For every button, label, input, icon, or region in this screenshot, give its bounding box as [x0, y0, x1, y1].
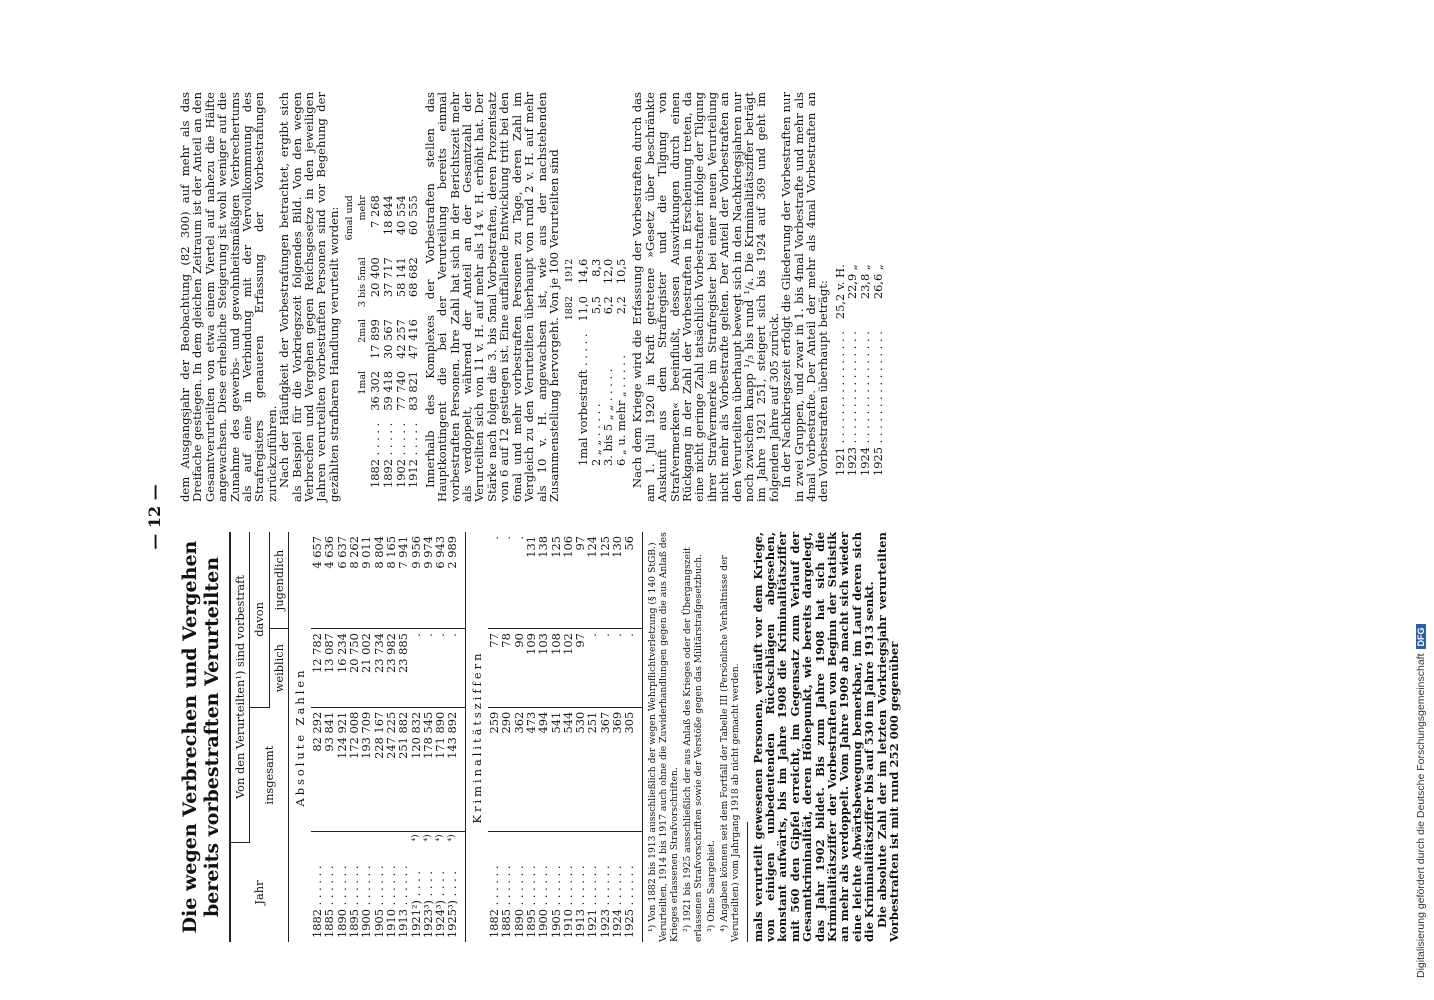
- female-cell: 16 234: [336, 629, 348, 708]
- female-cell: .: [422, 629, 434, 708]
- table-row: [577, 253, 590, 472]
- footnote-marker: ⁴): [410, 834, 421, 842]
- juvenile-cell: 6 943: [434, 532, 446, 629]
- label-cell: 6 „ u. mehr „ . . . . .: [613, 354, 628, 466]
- juvenile-cell: 9 956: [410, 532, 422, 629]
- value-cell: 11,0: [575, 296, 590, 322]
- value-cell: 37 717: [381, 257, 396, 298]
- year-cell: 1923 . . . . . .: [597, 865, 612, 938]
- total-cell: 124 921: [336, 707, 348, 832]
- female-cell: 108: [550, 629, 562, 708]
- year-cell: 1882 . . . . . .: [487, 865, 502, 938]
- left-body-text: [752, 532, 901, 942]
- value-cell: 77 740: [393, 370, 408, 411]
- col-header-female: weiblich: [269, 629, 288, 708]
- footnote-1: ¹) Von 1882 bis 1913 ausschließlich der wegen Wehrpflichtverletzung (§ 140 StGB.) Verurteilten, 1914 bis 1917 auch ohne die Zuwiderhandlungen gegen die aus Anlaß des Krieges erlassenen Strafvorschriften.: [646, 532, 680, 942]
- juvenile-cell: 106: [562, 532, 574, 629]
- page-title: Die wegen Verbrechen und Vergehen bereits vorbestraften Verurteilten: [179, 540, 223, 934]
- footnote-marker: [500, 832, 512, 843]
- female-cell: 13 087: [323, 629, 335, 708]
- year-cell: 1923 . . . . . . . . . . . . . . . .: [845, 331, 860, 476]
- col-header-year: Jahr: [230, 843, 288, 943]
- year-cell: 1895 . . . . . .: [347, 865, 362, 938]
- share-header: 1882: [564, 296, 576, 321]
- juvenile-cell: 9 011: [360, 532, 372, 629]
- footnote-marker: [574, 832, 586, 843]
- footnote-marker: [550, 832, 562, 843]
- total-cell: 228 167: [373, 707, 385, 832]
- female-cell: .: [611, 629, 623, 708]
- footnote-marker: [397, 832, 409, 843]
- footnote-marker: ⁴): [422, 834, 433, 842]
- footnote-3: ³) Ohne Saargebiet.: [705, 840, 717, 932]
- postwar-rows: [834, 258, 884, 482]
- footnote-marker: ⁴): [435, 834, 446, 842]
- juvenile-cell: 97: [574, 532, 586, 629]
- year-cell: 1905 . . . . . .: [548, 865, 563, 938]
- year-cell: 1900 . . . . . .: [359, 865, 374, 938]
- value-cell: 58 141: [393, 257, 408, 298]
- value-cell: 2,2: [613, 296, 628, 315]
- value-cell: 60 555: [406, 195, 421, 236]
- female-cell: .: [410, 629, 422, 708]
- frequency-table: [344, 189, 420, 494]
- table-row: [397, 532, 409, 942]
- footnote-marker: [348, 832, 360, 843]
- footnote-2: ²) 1921 bis 1925 ausschließlich der aus Anlaß des Krieges oder der Übergangszeit erlassenen Strafvorschriften sowie der Verstöße gegen das Militärstrafgesetzbuch.: [681, 547, 704, 942]
- value-cell: 22,9 „: [845, 264, 860, 300]
- juvenile-cell: 7 941: [397, 532, 409, 629]
- total-cell: 143 892: [446, 707, 465, 832]
- year-cell: 1924 . . . . . . . . . . . . . . . .: [857, 331, 872, 476]
- female-cell: .: [586, 629, 598, 708]
- value-cell: 14,6: [575, 258, 590, 285]
- value-cell: 59 418: [381, 370, 396, 411]
- total-cell: 251: [586, 707, 598, 832]
- footnote-marker: [562, 832, 574, 843]
- freq-header: 1mal: [356, 370, 368, 395]
- paragraph: Nach dem Kriege wird die Erfassung der Vorbestraften durch das am 1. Juli 1920 in Kraft getretene »Gesetz über beschränkte Auskunft aus dem Strafregister und die Tilgung von Strafvermerken« beeinflußt, dessen Auswirkungen durch einen Rückgang in der Zahl der Vorbestraften in Erscheinung treten, da eine nicht geringe Zahl tatsächlich Vorbestrafter infolge der Tilgung ihrer Strafvermerke im Strafregister bei einer neuen Verurteilung nicht mehr als Vorbestrafte gelten. Der Anteil der Vorbestraften an den Verurteilten überhaupt bewegt sich in den Nachkriegsjahren nur noch zwischen knapp ¹/₃ bis rund ¹/₄. Die Kriminalitätsziffer beträgt im Jahre 1921 251, steigert sich bis 1924 auf 369 und geht im folgenden Jahre auf 305 zurück.: [630, 92, 781, 502]
- total-cell: 172 008: [348, 707, 360, 832]
- total-cell: 290: [500, 707, 512, 832]
- footnote-marker: [525, 832, 537, 843]
- juvenile-cell: .: [513, 532, 525, 629]
- table-row: [360, 532, 372, 942]
- value-cell: 8,3: [588, 258, 603, 277]
- total-cell: 362: [513, 707, 525, 832]
- year-cell: 1890 . . . . . .: [511, 865, 526, 938]
- table-row: [602, 253, 615, 472]
- year-cell: 1910 . . . . . .: [383, 865, 398, 938]
- juvenile-cell: 2 989: [446, 532, 465, 629]
- year-cell: 1923³) . . . .: [420, 871, 435, 938]
- footnote-marker: [336, 832, 348, 843]
- value-cell: 25,2 v. H.: [832, 264, 847, 320]
- dfg-logo: DFG: [1416, 624, 1426, 649]
- table-body-absolute: [288, 532, 465, 942]
- total-cell: 259: [488, 707, 500, 832]
- footnote-marker: ⁴): [446, 832, 465, 843]
- year-cell: 1925 . . . . . .: [623, 843, 642, 943]
- juvenile-cell: 9 974: [422, 532, 434, 629]
- female-cell: 77: [488, 629, 500, 708]
- juvenile-cell: 8 804: [373, 532, 385, 629]
- freq-header: 3 bis 5mal: [356, 257, 368, 308]
- juvenile-cell: 8 165: [385, 532, 397, 629]
- value-cell: 36 302: [368, 370, 383, 411]
- female-cell: 78: [500, 629, 512, 708]
- female-cell: 23 885: [397, 629, 409, 708]
- value-cell: 40 554: [393, 195, 408, 236]
- paragraph: Die absolute Zahl der im letzten Vorkriegsjahr verurteilten Vorbestraften ist mit rund 252 000 gegenüber: [874, 532, 902, 942]
- female-cell: 20 750: [348, 629, 360, 708]
- juvenile-cell: 124: [586, 532, 598, 629]
- year-cell: 1905 . . . . . .: [371, 865, 386, 938]
- year-cell: 1895 . . . . . .: [523, 865, 538, 938]
- value-cell: 20 400: [368, 257, 383, 298]
- value-cell: 26,6 „: [870, 264, 885, 300]
- female-cell: 12 782: [311, 629, 323, 708]
- value-cell: 42 257: [393, 319, 408, 359]
- juvenile-cell: 125: [599, 532, 611, 629]
- total-cell: 120 832: [410, 707, 422, 832]
- paragraph: Nach der Häufigkeit der Vorbestrafungen betrachtet, ergibt sich als Beispiel für die Vorkriegszeit folgendes Bild. Von den wegen Verbrechen und Vergehen gegen Reichsgesetze in den jeweiligen Jahren verurteilten vorbestraften Personen sind vor Begehung der gezählten strafbaren Handlung verurteilt worden:: [277, 92, 341, 502]
- juvenile-cell: .: [500, 532, 512, 629]
- col-header-group: Von den Verurteilten¹) sind vorbestraft: [230, 532, 250, 843]
- table-row: [615, 253, 628, 472]
- year-cell: 1900 . . . . . .: [536, 865, 551, 938]
- value-cell: 10,5: [613, 258, 628, 285]
- juvenile-cell: 8 262: [348, 532, 360, 629]
- year-cell: 1890 . . . . . .: [334, 865, 349, 938]
- footnote-marker: [311, 832, 323, 843]
- label-cell: 2 „ „ . . . . .: [588, 403, 603, 466]
- footnote-marker: [513, 832, 525, 843]
- female-cell: .: [434, 629, 446, 708]
- total-cell: 82 292: [311, 707, 323, 832]
- table-row: [586, 532, 598, 942]
- table-row: [323, 532, 335, 942]
- table-body-crime-rates: [465, 532, 642, 942]
- table-row: [407, 189, 420, 494]
- paragraph: dem Ausgangsjahr der Beobachtung (82 300) auf mehr als das Dreifache gestiegen. In dem gleichen Zeitraum ist der Anteil an den Gesamtverurteilten von etwa einem Viertel auf nahezu die Hälfte angewachsen. Diese erhebliche Steigerung ist wohl weniger auf die Zunahme des gewerbs- und gewohnheitsmäßigen Verbrechertums als auf eine in Verbindung mit der Vervollkommnung des Strafregisters genaueren Erfassung der Vorbestrafungen zurückzuführen.: [178, 92, 279, 502]
- year-cell: 1885 . . . . . .: [499, 865, 514, 938]
- freq-header: [344, 417, 369, 494]
- table-row: [537, 532, 549, 942]
- left-column: [179, 532, 900, 942]
- col-header-total: insgesamt: [250, 707, 289, 842]
- table-row: [382, 189, 395, 494]
- sidebar-text: Digitalisierung gefördert durch die Deutsche Forschungsgemeinschaft: [1415, 653, 1427, 978]
- page-number: — 12 —: [145, 484, 164, 550]
- year-cell: 1921²) . . . .: [408, 871, 423, 938]
- rotated-document-page: [145, 92, 1280, 942]
- female-cell: 21 002: [360, 629, 372, 708]
- share-table: [564, 253, 627, 472]
- value-cell: 5,5: [588, 296, 603, 315]
- col-header-davon: davon: [250, 532, 269, 707]
- total-cell: 541: [550, 707, 562, 832]
- total-cell: 93 841: [323, 707, 335, 832]
- total-cell: 494: [537, 707, 549, 832]
- footnote-marker: [537, 832, 549, 843]
- share-header: 1912: [564, 258, 576, 283]
- footnote-marker: [611, 832, 623, 843]
- year-cell: 1882 . . . . .: [368, 422, 383, 488]
- footnote-marker: [385, 832, 397, 843]
- total-cell: 367: [599, 707, 611, 832]
- digitization-sidebar: [1415, 10, 1434, 1000]
- year-cell: 1892 . . . . .: [381, 422, 396, 488]
- footnote-marker: [373, 832, 385, 843]
- table-row: [446, 532, 465, 942]
- juvenile-cell: 125: [550, 532, 562, 629]
- year-cell: 1885 . . . . . .: [322, 865, 337, 938]
- year-cell: 1912 . . . . .: [406, 422, 421, 488]
- paragraph: mals verurteilt gewesenen Personen, verläuft vor dem Kriege, von einigen unbedeutenden Rückschlägen abgesehen, konstant aufwärts, bis im Jahre 1908 die Kriminalitätsziffer mit 560 den Gipfel erreicht, im Gegensatz zum Verlauf der Gesamtkriminalität, deren Höhepunkt, wie bereits dargelegt, das Jahr 1902 bildet. Bis zum Jahre 1908 hat sich die Kriminalitätsziffer der Vorbestraften von Beginn der Statistik an mehr als verdoppelt. Vom Jahre 1909 ab macht sich wieder eine leichte Abwärtsbewegung bemerkbar, im Lauf deren sich die Kriminalitätsziffer bis auf 530 im Jahre 1913 senkt.: [750, 532, 877, 942]
- total-cell: 171 890: [434, 707, 446, 832]
- year-cell: 1910 . . . . . .: [560, 865, 575, 938]
- total-cell: 544: [562, 707, 574, 832]
- juvenile-cell: 56: [623, 532, 642, 629]
- female-cell: 109: [525, 629, 537, 708]
- footnote-marker: [586, 832, 598, 843]
- juvenile-cell: 138: [537, 532, 549, 629]
- value-cell: 17 899: [368, 319, 383, 359]
- year-cell: 1921 . . . . . . . . . . . . . . . .: [832, 331, 847, 476]
- footnote-marker: [599, 832, 611, 843]
- female-cell: 23 734: [373, 629, 385, 708]
- value-cell: 30 567: [381, 319, 396, 359]
- year-cell: 1902 . . . . .: [393, 422, 408, 488]
- value-cell: 68 682: [406, 257, 421, 298]
- table-row: [500, 532, 512, 942]
- total-cell: 247 225: [385, 707, 397, 832]
- value-cell: 6,2: [601, 296, 616, 315]
- juvenile-cell: .: [488, 532, 500, 629]
- year-cell: 1921 . . . . . .: [585, 865, 600, 938]
- value-cell: 23,8 „: [857, 264, 872, 300]
- label-cell: 3. bis 5 „ „ . . . . .: [601, 368, 616, 466]
- total-cell: 178 545: [422, 707, 434, 832]
- value-cell: 7 268: [368, 195, 383, 228]
- frequency-rows: [369, 189, 419, 494]
- female-cell: 97: [574, 629, 586, 708]
- female-cell: 103: [537, 629, 549, 708]
- juvenile-cell: 130: [611, 532, 623, 629]
- freq-header: 6mal und mehr: [344, 195, 368, 241]
- footnote-marker: [360, 832, 372, 843]
- female-cell: .: [599, 629, 611, 708]
- total-cell: 530: [574, 707, 586, 832]
- table-row: [410, 532, 422, 942]
- right-column: [179, 92, 888, 502]
- paragraph: In der Nachkriegszeit erfolgt die Gliederung der Vorbestraften nur in zwei Gruppen, und zwar in 1. bis 4mal Vorbestrafte und mehr als 4mal Vorbestrafte. Der Anteil der mehr als 4mal Vorbestraften an den Vorbestraften überhaupt beträgt:: [779, 92, 831, 502]
- footnote-divider: [747, 822, 748, 942]
- juvenile-cell: 4 636: [323, 532, 335, 629]
- value-cell: 47 416: [406, 319, 421, 359]
- female-cell: 90: [513, 629, 525, 708]
- table-row: [550, 532, 562, 942]
- total-cell: 251 882: [397, 707, 409, 832]
- table-row: [623, 532, 642, 942]
- year-cell: 1924³) . . . .: [433, 871, 448, 938]
- year-cell: 1924 . . . . . .: [610, 865, 625, 938]
- statistics-table: [229, 532, 643, 942]
- freq-header: 2mal: [356, 319, 368, 343]
- total-cell: 369: [611, 707, 623, 832]
- share-rows: [577, 253, 627, 472]
- value-cell: 83 821: [406, 370, 421, 411]
- year-cell: 1925³) . . . .: [446, 843, 465, 943]
- juvenile-cell: 6 637: [336, 532, 348, 629]
- female-cell: 23 982: [385, 629, 397, 708]
- year-cell: 1913 . . . . . .: [396, 865, 411, 938]
- table-row: [859, 258, 872, 482]
- paragraph: Innerhalb des Komplexes der Vorbestraften stellen das Hauptkontingent die bei der Verurteilung bereits einmal vorbestraften Personen. Ihre Zahl hat sich in der Berichtszeit mehr als verdoppelt, während der Anteil an der Gesamtzahl der Verurteilten sich von 11 v. H. auf mehr als 14 v. H. erhöht hat. Der Stärke nach folgen die 3. bis 5mal Vorbestraften, deren Prozentsatz von 6 auf 12 gestiegen ist. Eine auffallende Entwicklung tritt bei den 6mal und mehr vorbestraften Personen zu Tage, deren Zahl im Vergleich zu den Verurteilten überhaupt von rund 2 v. H. auf mehr als 10 v. H. angewachsen ist, wie aus der nachstehenden Zusammenstellung hervorgeht. Von je 100 Verurteilten sind: [422, 92, 561, 502]
- value-cell: 12,0: [601, 258, 616, 285]
- table-row: [872, 258, 885, 482]
- footnote-4: ⁴) Angaben können seit dem Fortfall der Tabelle III (Persönliche Verhältnisse der Verurteilten) vom Jahrgang 1918 ab nicht gemacht werden.: [718, 555, 741, 942]
- col-header-juvenile: jugendlich: [269, 532, 288, 629]
- section-label-absolute: Absolute Zahlen: [292, 667, 307, 807]
- section-label-crime-rates: Kriminalitätsziffern: [469, 650, 484, 824]
- sidebar-credit: [1415, 624, 1427, 978]
- footnotes: [647, 532, 741, 942]
- juvenile-cell: 131: [525, 532, 537, 629]
- postwar-table: [834, 258, 884, 482]
- footnote-marker: [623, 832, 642, 843]
- year-cell: 1925 . . . . . . . . . . . . . . . .: [870, 331, 885, 476]
- female-cell: 102: [562, 629, 574, 708]
- total-cell: 473: [525, 707, 537, 832]
- female-cell: .: [623, 629, 642, 708]
- total-cell: 305: [623, 707, 642, 832]
- label-cell: 1mal vorbestraft . . . . .: [575, 333, 590, 466]
- year-cell: 1882 . . . . . .: [310, 865, 325, 938]
- total-cell: 193 709: [360, 707, 372, 832]
- footnote-marker: [488, 832, 500, 843]
- footnote-marker: [323, 832, 335, 843]
- value-cell: 18 844: [381, 195, 396, 236]
- year-cell: 1913 . . . . . .: [573, 865, 588, 938]
- juvenile-cell: 4 657: [311, 532, 323, 629]
- female-cell: .: [446, 629, 465, 708]
